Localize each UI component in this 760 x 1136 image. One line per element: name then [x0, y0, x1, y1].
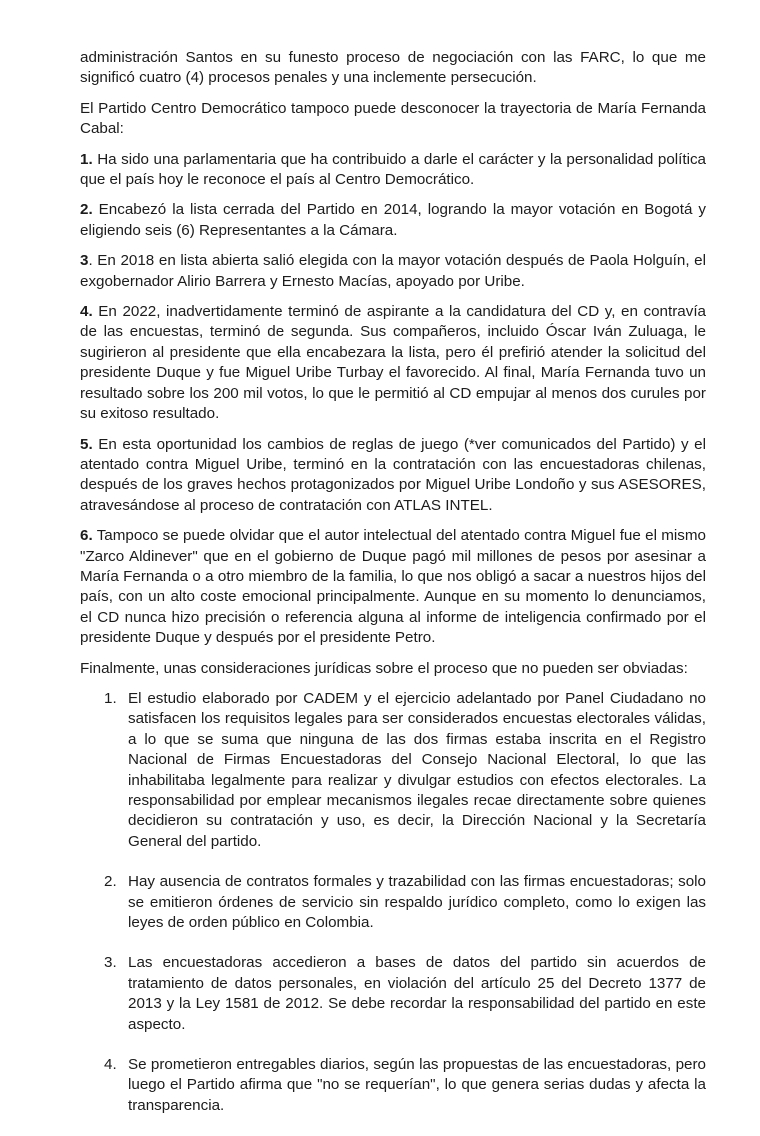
item-number: 6.	[80, 527, 93, 545]
legal-item-4	[80, 1055, 706, 1116]
item-text: Encabezó la lista cerrada del Partido en 2014, logrando la mayor votación en Bogotá y eligiendo seis (6) Representantes a la Cámara.	[80, 201, 706, 239]
item-text: Ha sido una parlamentaria que ha contribuido a darle el carácter y la personalidad política que el país hoy le reconoce el país al Centro Democrático.	[80, 150, 706, 189]
trajectory-item-2	[80, 200, 706, 241]
item-number: 4.	[104, 1056, 117, 1074]
item-number: 4.	[80, 303, 93, 321]
item-text: Tampoco se puede olvidar que el autor intelectual del atentado contra Miguel fue el mismo "Zarco Aldinever" que en el gobierno de Duque pagó mil millones de pesos por asesinar a María Fernanda o a otro miembro de la familia, lo que nos obligó a sacar a nuestros hijos del país, con un alto coste emocional principalmente. Aunque en su momento lo denunciamos, el CD nunca hizo precisión o referencia alguna al informe de inteligencia confirmado por el presidente Duque y después por el presidente Petro.	[80, 527, 706, 647]
item-text: . En 2018 en lista abierta salió elegida con la mayor votación después de Paola Holguín, el exgobernador Alirio Barrera y Ernesto Macías, apoyado por Uribe.	[80, 252, 706, 290]
legal-intro-paragraph: Finalmente, unas consideraciones jurídicas sobre el proceso que no pueden ser obviadas:	[80, 659, 688, 677]
item-text: El estudio elaborado por CADEM y el ejercicio adelantado por Panel Ciudadano no satisfacen los requisitos legales para ser considerados encuestas electorales válidas, a lo que se suma que ninguna de las dos firmas estaba inscrita en el Registro Nacional de Firmas Encuestadoras del Consejo Nacional Electoral, lo que las inhabilitaba legalmente para realizar y divulgar estudios con efectos electorales. La responsabilidad por emplear mecanismos ilegales recae directamente sobre quienes decidieron su contratación y uso, es decir, la Dirección Nacional y la Secretaría General del partido.	[128, 689, 706, 850]
trajectory-item-4	[80, 302, 706, 424]
trajectory-item-3	[80, 251, 706, 292]
item-number: 3.	[104, 954, 117, 972]
intro-paragraph: administración Santos en su funesto proceso de negociación con las FARC, lo que me significó cuatro (4) procesos penales y una inclemente persecución.	[80, 49, 706, 87]
item-text: En esta oportunidad los cambios de reglas de juego (*ver comunicados del Partido) y el atentado contra Miguel Uribe, terminó en la contratación con las encuestadoras chilenas, después de los graves hechos protagonizados por Miguel Uribe Londoño y sus ASESORES, atravesándose al proceso de contratación con ATLAS INTEL.	[80, 435, 706, 514]
item-number: 1.	[104, 689, 117, 707]
item-number: 3	[80, 252, 89, 270]
trajectory-item-6	[80, 526, 706, 648]
trajectory-item-5	[80, 435, 706, 517]
item-text: En 2022, inadvertidamente terminó de aspirante a la candidatura del CD y, en contravía de las encuestas, terminó de segunda. Sus compañeros, incluido Óscar Iván Zuluaga, le sugirieron al presidente que ella encabezara la lista, pero él prefirió atender la solicitud del presidente Duque y fue Miguel Uribe Turbay el favorecido. Al final, María Fernanda tuvo un resultado sobre los 200 mil votos, lo que le permitió al CD empujar al menos dos curules por su exitoso resultado.	[80, 303, 706, 423]
legal-considerations-list	[80, 689, 706, 1116]
trajectory-item-1	[80, 150, 706, 191]
item-number: 2.	[80, 201, 93, 219]
legal-item-2	[80, 872, 706, 933]
item-number: 2.	[104, 873, 117, 891]
legal-item-1	[80, 689, 706, 852]
item-number: 1.	[80, 150, 93, 168]
item-text: Se prometieron entregables diarios, según las propuestas de las encuestadoras, pero luego el Partido afirma que "no se requerían", lo que genera serias dudas y afecta la transparencia.	[128, 1056, 706, 1114]
item-number: 5.	[80, 435, 93, 453]
document-body	[80, 48, 706, 1136]
item-text: Las encuestadoras accedieron a bases de datos del partido sin acuerdos de tratamiento de datos personales, en violación del artículo 25 del Decreto 1377 de 2013 y la Ley 1581 de 2012. Se debe recordar la responsabilidad del partido en este aspecto.	[128, 954, 706, 1033]
item-text: Hay ausencia de contratos formales y trazabilidad con las firmas encuestadoras; solo se emitieron órdenes de servicio sin respaldo jurídico completo, como lo exigen las leyes de orden público en Colombia.	[128, 873, 706, 932]
legal-item-3	[80, 953, 706, 1035]
trajectory-intro-paragraph: El Partido Centro Democrático tampoco puede desconocer la trayectoria de María Fernanda Cabal:	[80, 99, 706, 138]
